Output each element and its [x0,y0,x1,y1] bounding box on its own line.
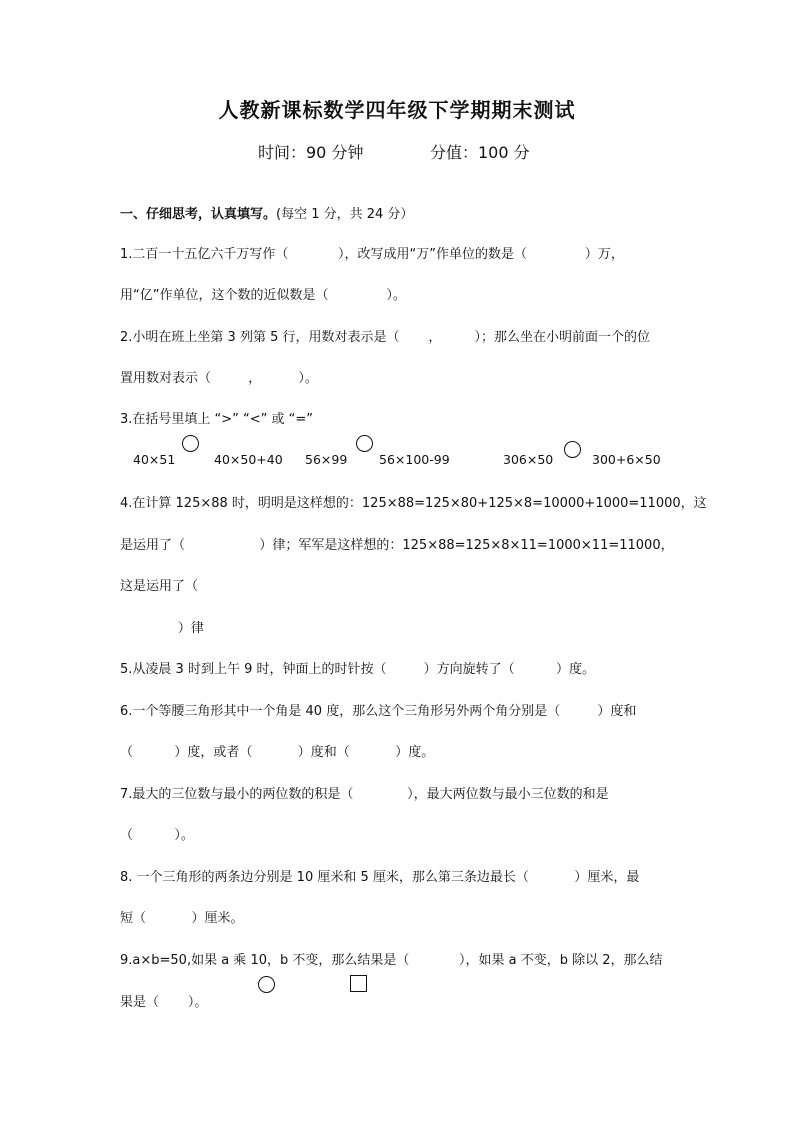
question-9-line-1: 9.a×b=50,如果 a 乘 10，b 不变，那么结果是（ ），如果 a 不变，b 除以 2，那么结 [120,953,663,968]
compare-circle-1[interactable] [182,435,199,452]
question-6-line-2: （ ）度，或者（ ）度和（ ）度。 [120,745,435,760]
question-7-line-2: （ ）。 [120,828,194,843]
question-5: 5.从凌晨 3 时到上午 9 时，钟面上的时针按（ ）方向旋转了（ ）度。 [120,662,595,677]
compare-right-3: 300+6×50 [592,452,661,467]
question-3-line-1: 3.在括号里填上 “>” “<” 或 “=” [120,412,314,427]
compare-left-2: 56×99 [305,452,348,467]
question-1-line-2: 用“亿”作单位，这个数的近似数是（ ）。 [120,288,406,303]
section-heading [120,203,413,222]
compare-right-2: 56×100-99 [379,452,450,467]
section-note: (每空 1 分，共 24 分） [276,207,414,222]
exam-time: 时间：90 分钟 [258,143,364,162]
question-4-line-4: ）律 [120,621,204,636]
question-9-line-2: 果是（ ）。 [120,995,208,1010]
question-2-line-1: 2.小明在班上坐第 3 列第 5 行，用数对表示是（ ， ）；那么坐在小明前面一个的位 [120,330,650,345]
question-1-line-1: 1.二百一十五亿六千万写作（ ），改写成用“万”作单位的数是（ ）万， [120,247,624,262]
circle-shape [258,976,275,993]
question-4-line-2: 是运用了（ ）律；军军是这样想的：125×88=125×8×11=1000×11=11000， [120,538,674,553]
compare-circle-3[interactable] [564,441,581,458]
question-4-line-3: 这是运用了（ [120,579,199,594]
compare-left-1: 40×51 [133,452,176,467]
question-8-line-1: 8. 一个三角形的两条边分别是 10 厘米和 5 厘米，那么第三条边最长（ ）厘米，最 [120,870,640,885]
compare-circle-2[interactable] [356,435,373,452]
page-title: 人教新课标数学四年级下学期期末测试 [218,98,576,122]
question-8-line-2: 短（ ）厘米。 [120,911,244,926]
question-4-line-1: 4.在计算 125×88 时，明明是这样想的：125×88=125×80+125×8=10000+1000=11000，这 [120,496,707,511]
exam-score: 分值：100 分 [430,143,530,162]
compare-right-1: 40×50+40 [214,452,283,467]
section-title: 一、仔细思考，认真填写。 [120,207,277,222]
question-6-line-1: 6.一个等腰三角形其中一个角是 40 度，那么这个三角形另外两个角分别是（ ）度和 [120,704,637,719]
square-shape [350,975,367,992]
compare-left-3: 306×50 [503,452,554,467]
question-2-line-2: 置用数对表示（ ， ）。 [120,371,318,386]
question-7-line-1: 7.最大的三位数与最小的两位数的积是（ ），最大两位数与最小三位数的和是 [120,787,609,802]
